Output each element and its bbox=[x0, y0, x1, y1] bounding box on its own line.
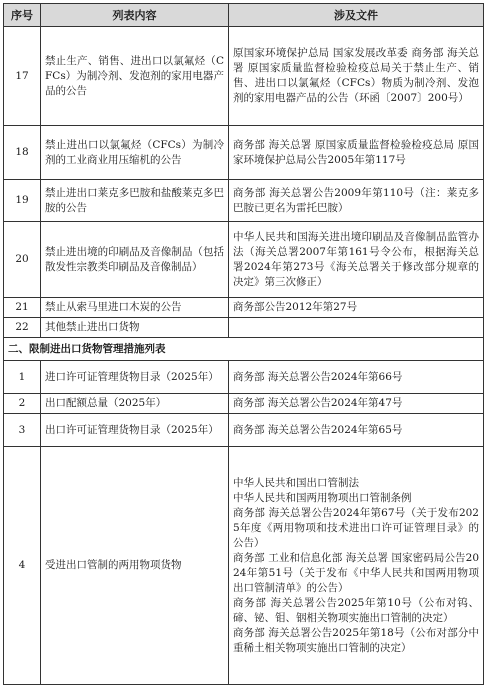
file-line: 商务部 工业和信息化部 海关总署 国家密码局公告2024年第51号（关于发布《中华人民共和国两用物项出口管制清单》的公告） bbox=[233, 551, 479, 594]
row-files: 商务部 海关总署公告2024年第66号 bbox=[229, 361, 484, 394]
goods-list-table bbox=[3, 3, 484, 685]
row-files: 原国家环境保护总局 国家发展改革委 商务部 海关总署 原国家质量监督检验检疫总局关于禁止生产、销售、进出口以氯氟烃（CFCs）物质为制冷剂、发泡剂的家用电器产品的公告（环函〔2007〕200号） bbox=[229, 27, 484, 126]
row-files: 商务部 海关总署公告2009年第110号（注：莱克多巴胺已更名为雷托巴胺） bbox=[229, 180, 484, 222]
table-row bbox=[4, 126, 484, 180]
header-related-files: 涉及文件 bbox=[229, 4, 484, 27]
row-content: 出口配额总量（2025年） bbox=[41, 394, 229, 414]
row-content: 其他禁止进出口货物 bbox=[41, 318, 229, 338]
row-files: 商务部 海关总署 原国家质量监督检验检疫总局 原国家环境保护总局公告2005年第117号 bbox=[229, 126, 484, 180]
row-number: 22 bbox=[4, 318, 41, 338]
table-row bbox=[4, 222, 484, 298]
table-row bbox=[4, 447, 484, 685]
row-number: 2 bbox=[4, 394, 41, 414]
row-files bbox=[229, 447, 484, 685]
row-files bbox=[229, 318, 484, 338]
table-header-row bbox=[4, 4, 484, 27]
table-row bbox=[4, 180, 484, 222]
row-number: 3 bbox=[4, 414, 41, 447]
file-line: 商务部 海关总署公告2024年第67号（关于发布2025年度《两用物项和技术进出口许可证管理目录》的公告） bbox=[233, 506, 479, 549]
table-row bbox=[4, 27, 484, 126]
row-number: 20 bbox=[4, 222, 41, 298]
row-content: 禁止从索马里进口木炭的公告 bbox=[41, 298, 229, 318]
table-row bbox=[4, 361, 484, 394]
row-number: 21 bbox=[4, 298, 41, 318]
file-line: 中华人民共和国两用物项出口管制条例 bbox=[233, 491, 412, 504]
row-content: 受进出口管制的两用物项货物 bbox=[41, 447, 229, 685]
row-number: 18 bbox=[4, 126, 41, 180]
row-content: 禁止进出口以氯氟烃（CFCs）为制冷剂的工业商业用压缩机的公告 bbox=[41, 126, 229, 180]
table-row bbox=[4, 318, 484, 338]
row-files: 商务部 海关总署公告2024年第65号 bbox=[229, 414, 484, 447]
row-content: 出口许可证管理货物目录（2025年） bbox=[41, 414, 229, 447]
file-line: 中华人民共和国出口管制法 bbox=[233, 476, 359, 489]
header-serial-number: 序号 bbox=[4, 4, 41, 27]
row-files: 商务部 海关总署公告2024年第47号 bbox=[229, 394, 484, 414]
row-content: 进口许可证管理货物目录（2025年） bbox=[41, 361, 229, 394]
row-content: 禁止进出境的印刷品及音像制品（包括散发性宗教类印刷品及音像制品） bbox=[41, 222, 229, 298]
table-row bbox=[4, 414, 484, 447]
header-list-content: 列表内容 bbox=[41, 4, 229, 27]
row-number: 1 bbox=[4, 361, 41, 394]
section-title: 二、限制进出口货物管理措施列表 bbox=[4, 338, 484, 361]
row-number: 17 bbox=[4, 27, 41, 126]
row-files: 商务部公告2012年第27号 bbox=[229, 298, 484, 318]
table-row bbox=[4, 298, 484, 318]
row-number: 19 bbox=[4, 180, 41, 222]
file-line: 商务部 海关总署公告2025年第18号（公布对部分中重稀土相关物项实施出口管制的决定） bbox=[233, 626, 479, 654]
row-files: 中华人民共和国海关进出境印刷品及音像制品监管办法（海关总署2007年第161号令公布，根据海关总署2024年第273号《海关总署关于修改部分规章的决定》第三次修正） bbox=[229, 222, 484, 298]
section-row bbox=[4, 338, 484, 361]
row-number: 4 bbox=[4, 447, 41, 685]
row-content: 禁止进出口莱克多巴胺和盐酸莱克多巴胺的公告 bbox=[41, 180, 229, 222]
table-row bbox=[4, 394, 484, 414]
file-line: 商务部 海关总署公告2025年第10号（公布对钨、碲、铋、钼、铟相关物项实施出口管制的决定） bbox=[233, 596, 479, 624]
row-content: 禁止生产、销售、进出口以氯氟烃（CFCs）为制冷剂、发泡剂的家用电器产品的公告 bbox=[41, 27, 229, 126]
